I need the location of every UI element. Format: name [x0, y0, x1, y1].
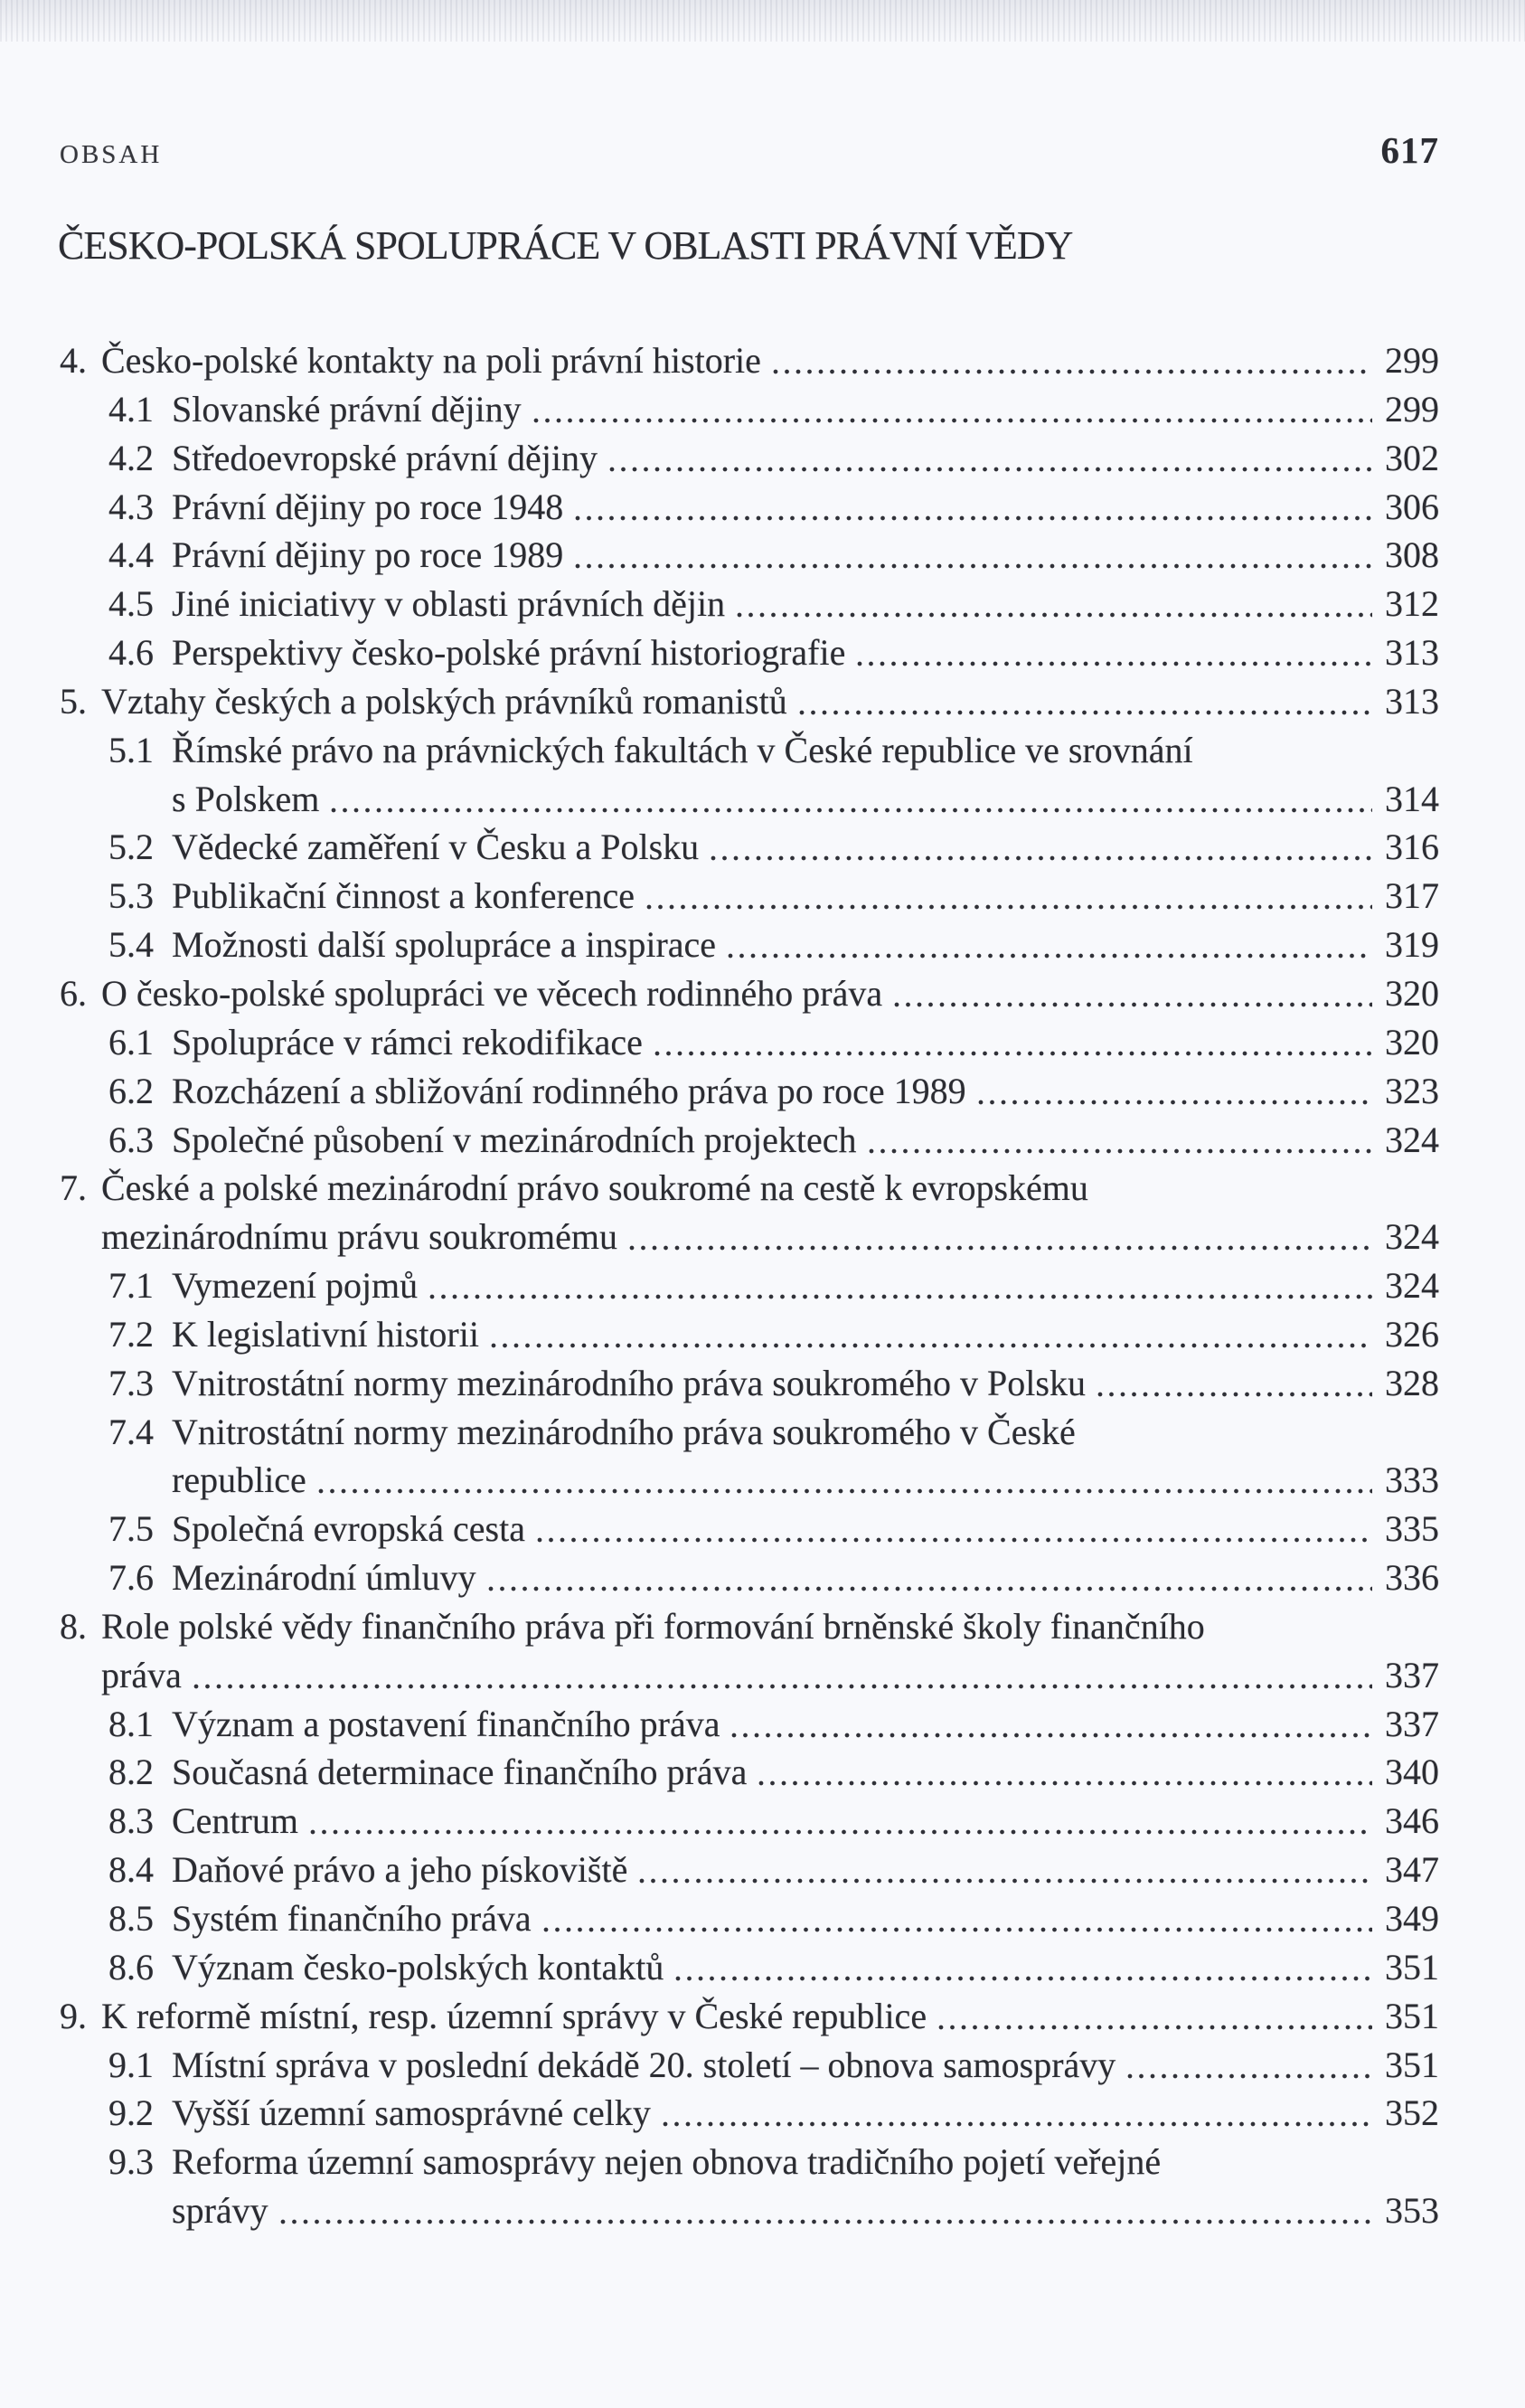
entry-page: 351: [1385, 1946, 1439, 1988]
entry-title: Centrum: [172, 1800, 298, 1842]
entry-page: 320: [1385, 1021, 1439, 1062]
toc-row: [60, 1943, 1439, 1992]
entry-page: 319: [1385, 924, 1439, 966]
entry-number: 4.1: [108, 388, 154, 430]
dot-leader: [654, 1050, 1372, 1057]
entry-page: 324: [1385, 1265, 1439, 1307]
entry-title: Vnitrostátní normy mezinárodního práva soukromého v Polsku: [172, 1362, 1086, 1403]
toc-row: [60, 1846, 1439, 1894]
entry-page: 306: [1385, 486, 1439, 527]
dot-leader: [1097, 1391, 1372, 1398]
entry-number: 9.2: [108, 2092, 154, 2134]
toc-row: [60, 1602, 1439, 1651]
toc-row: [60, 1553, 1439, 1602]
entry-number: 7.4: [108, 1411, 154, 1452]
toc-list: [60, 336, 1439, 2235]
entry-title: Vnitrostátní normy mezinárodního práva soukromého v České: [172, 1411, 1076, 1452]
entry-number: 7.1: [108, 1265, 154, 1307]
entry-number: 7.: [60, 1167, 87, 1209]
entry-page: 299: [1385, 340, 1439, 381]
entry-title: Právní dějiny po roce 1948: [172, 486, 564, 527]
toc-row: [60, 336, 1439, 385]
toc-row: [60, 1067, 1439, 1116]
entry-title: Význam a postavení finančního práva: [172, 1703, 720, 1744]
toc-row: [60, 872, 1439, 921]
entry-page: 328: [1385, 1362, 1439, 1403]
entry-number: 5.2: [108, 826, 154, 868]
entry-title: mezinárodnímu právu soukromému: [101, 1216, 617, 1258]
entry-page: 314: [1385, 778, 1439, 819]
entry-page: 316: [1385, 826, 1439, 868]
entry-page: 323: [1385, 1070, 1439, 1111]
dot-leader: [193, 1683, 1372, 1690]
dot-leader: [727, 952, 1372, 959]
dot-leader: [608, 466, 1372, 473]
entry-page: 353: [1385, 2190, 1439, 2232]
dot-leader: [856, 660, 1372, 667]
entry-page: 351: [1385, 1995, 1439, 2036]
dot-leader: [868, 1147, 1372, 1155]
entry-page: 337: [1385, 1654, 1439, 1695]
entry-page: 313: [1385, 632, 1439, 674]
entry-title: Římské právo na právnických fakultách v České republice ve srovnání: [172, 729, 1193, 770]
dot-leader: [645, 903, 1372, 911]
toc-row: [60, 775, 1439, 824]
dot-leader: [490, 1342, 1372, 1349]
toc-row: [60, 628, 1439, 677]
entry-number: 6.1: [108, 1021, 154, 1062]
entry-number: 4.2: [108, 437, 154, 478]
entry-title: Slovanské právní dějiny: [172, 388, 522, 430]
dot-leader: [279, 2218, 1372, 2225]
entry-page: 352: [1385, 2092, 1439, 2134]
toc-row: [60, 1359, 1439, 1408]
entry-title: Místní správa v poslední dekádě 20. století – obnova samosprávy: [172, 2044, 1116, 2085]
toc-row: [60, 434, 1439, 483]
toc-row: [60, 726, 1439, 775]
entry-number: 6.: [60, 972, 87, 1014]
entry-title: O česko-polské spolupráci ve věcech rodinného práva: [101, 972, 883, 1014]
toc-row: [60, 1213, 1439, 1261]
entry-page: 336: [1385, 1557, 1439, 1599]
toc-row: [60, 1992, 1439, 2041]
entry-number: 7.3: [108, 1362, 154, 1403]
toc-row: [60, 2186, 1439, 2235]
toc-row: [60, 531, 1439, 580]
entry-number: 4.5: [108, 583, 154, 625]
toc-row: [60, 1116, 1439, 1165]
toc-row: [60, 1894, 1439, 1943]
toc-row: [60, 1748, 1439, 1797]
dot-leader: [937, 2024, 1372, 2031]
entry-title: Vztahy českých a polských právníků romanistů: [101, 680, 787, 722]
toc-row: [60, 2138, 1439, 2186]
dot-leader: [662, 2120, 1372, 2128]
dot-leader: [798, 709, 1372, 716]
entry-number: 9.3: [108, 2141, 154, 2183]
entry-page: 313: [1385, 680, 1439, 722]
entry-title: Vyšší územní samosprávné celky: [172, 2092, 651, 2134]
entry-number: 6.3: [108, 1119, 154, 1160]
entry-number: 4.3: [108, 486, 154, 527]
entry-title: Vymezení pojmů: [172, 1265, 419, 1307]
entry-title: Česko-polské kontakty na poli právní historie: [101, 340, 761, 381]
entry-title: Společná evropská cesta: [172, 1508, 525, 1550]
dot-leader: [428, 1293, 1372, 1300]
dot-leader: [487, 1585, 1372, 1592]
toc-row: [60, 385, 1439, 434]
entry-title: K reformě místní, resp. územní správy v České republice: [101, 1995, 927, 2036]
dot-leader: [574, 515, 1372, 522]
entry-number: 6.2: [108, 1070, 154, 1111]
entry-number: 4.: [60, 340, 87, 381]
section-heading: ČESKO-POLSKÁ SPOLUPRÁCE V OBLASTI PRÁVNÍ VĚDY: [58, 223, 1073, 268]
toc-row: [60, 1505, 1439, 1553]
entry-number: 5.4: [108, 924, 154, 966]
entry-page: 337: [1385, 1703, 1439, 1744]
entry-number: 7.5: [108, 1508, 154, 1550]
entry-number: 7.6: [108, 1557, 154, 1599]
entry-page: 333: [1385, 1459, 1439, 1501]
entry-page: 347: [1385, 1849, 1439, 1891]
entry-title: s Polskem: [172, 778, 320, 819]
dot-leader: [536, 1536, 1372, 1544]
dot-leader: [532, 417, 1372, 424]
entry-number: 8.6: [108, 1946, 154, 1988]
entry-title: Středoevropské právní dějiny: [172, 437, 598, 478]
dot-leader: [977, 1099, 1372, 1106]
entry-title: Právní dějiny po roce 1989: [172, 534, 564, 576]
entry-title: Vědecké zaměření v Česku a Polsku: [172, 826, 700, 868]
running-header: OBSAH: [60, 140, 163, 169]
toc-row: [60, 921, 1439, 969]
entry-title: Spolupráce v rámci rekodifikace: [172, 1021, 643, 1062]
entry-page: 312: [1385, 583, 1439, 625]
entry-page: 349: [1385, 1898, 1439, 1939]
dot-leader: [638, 1877, 1372, 1884]
entry-page: 351: [1385, 2044, 1439, 2085]
dot-leader: [758, 1780, 1372, 1787]
entry-page: 308: [1385, 534, 1439, 576]
toc-row: [60, 1651, 1439, 1700]
dot-leader: [674, 1975, 1372, 1982]
dot-leader: [330, 807, 1372, 814]
toc-row: [60, 823, 1439, 872]
entry-number: 8.2: [108, 1752, 154, 1793]
entry-title: Současná determinace finančního práva: [172, 1752, 748, 1793]
entry-page: 326: [1385, 1313, 1439, 1355]
dot-leader: [1126, 2073, 1372, 2080]
entry-title: Jiné iniciativy v oblasti právních dějin: [172, 583, 726, 625]
entry-title: Publikační činnost a konference: [172, 875, 635, 917]
entry-title: K legislativní historii: [172, 1313, 479, 1355]
entry-page: 320: [1385, 972, 1439, 1014]
dot-leader: [574, 562, 1372, 570]
toc-row: [60, 1408, 1439, 1457]
dot-leader: [772, 368, 1372, 375]
toc-row: [60, 2041, 1439, 2090]
entry-page: 346: [1385, 1800, 1439, 1842]
entry-page: 317: [1385, 875, 1439, 917]
toc-row: [60, 1018, 1439, 1067]
dot-leader: [628, 1244, 1372, 1251]
entry-title: Význam česko-polských kontaktů: [172, 1946, 664, 1988]
entry-page: 299: [1385, 388, 1439, 430]
entry-number: 7.2: [108, 1313, 154, 1355]
entry-number: 5.: [60, 680, 87, 722]
dot-leader: [710, 855, 1372, 862]
dot-leader: [893, 1001, 1372, 1008]
dot-leader: [730, 1732, 1372, 1739]
entry-title: práva: [101, 1654, 182, 1695]
toc-row: [60, 1456, 1439, 1505]
entry-page: 302: [1385, 437, 1439, 478]
toc-row: [60, 677, 1439, 726]
toc-row: [60, 580, 1439, 628]
page-header: [60, 129, 1439, 171]
entry-title: republice: [172, 1459, 306, 1501]
dot-leader: [317, 1487, 1372, 1495]
entry-title: Mezinárodní úmluvy: [172, 1557, 476, 1599]
entry-title: Role polské vědy finančního práva při formování brněnské školy finančního: [101, 1605, 1205, 1647]
entry-number: 4.6: [108, 632, 154, 674]
entry-number: 5.3: [108, 875, 154, 917]
entry-number: 8.: [60, 1605, 87, 1647]
entry-page: 335: [1385, 1508, 1439, 1550]
entry-number: 8.3: [108, 1800, 154, 1842]
entry-title: Společné působení v mezinárodních projektech: [172, 1119, 857, 1160]
entry-title: správy: [172, 2190, 268, 2232]
toc-row: [60, 969, 1439, 1018]
entry-number: 8.4: [108, 1849, 154, 1891]
entry-title: Daňové právo a jeho pískoviště: [172, 1849, 628, 1891]
entry-number: 9.: [60, 1995, 87, 2036]
entry-number: 4.4: [108, 534, 154, 576]
entry-page: 324: [1385, 1216, 1439, 1258]
entry-number: 8.1: [108, 1703, 154, 1744]
toc-row: [60, 1797, 1439, 1846]
dot-leader: [542, 1926, 1372, 1933]
toc-row: [60, 1700, 1439, 1749]
dot-leader: [736, 611, 1372, 619]
entry-title: Systém finančního práva: [172, 1898, 532, 1939]
entry-number: 9.1: [108, 2044, 154, 2085]
toc-row: [60, 2089, 1439, 2138]
toc-row: [60, 1310, 1439, 1359]
entry-title: Reforma územní samosprávy nejen obnova tradičního pojetí veřejné: [172, 2141, 1162, 2183]
toc-row: [60, 1164, 1439, 1213]
entry-page: 324: [1385, 1119, 1439, 1160]
entry-title: Perspektivy česko-polské právní historiografie: [172, 632, 846, 674]
entry-title: Možnosti další spolupráce a inspirace: [172, 924, 717, 966]
page-number: 617: [1380, 129, 1439, 171]
entry-number: 5.1: [108, 729, 154, 770]
dot-leader: [309, 1828, 1372, 1836]
entry-page: 340: [1385, 1752, 1439, 1793]
toc-row: [60, 1261, 1439, 1310]
entry-number: 8.5: [108, 1898, 154, 1939]
entry-title: České a polské mezinárodní právo soukromé na cestě k evropskému: [101, 1167, 1088, 1209]
entry-title: Rozcházení a sbližování rodinného práva po roce 1989: [172, 1070, 966, 1111]
toc-row: [60, 483, 1439, 532]
